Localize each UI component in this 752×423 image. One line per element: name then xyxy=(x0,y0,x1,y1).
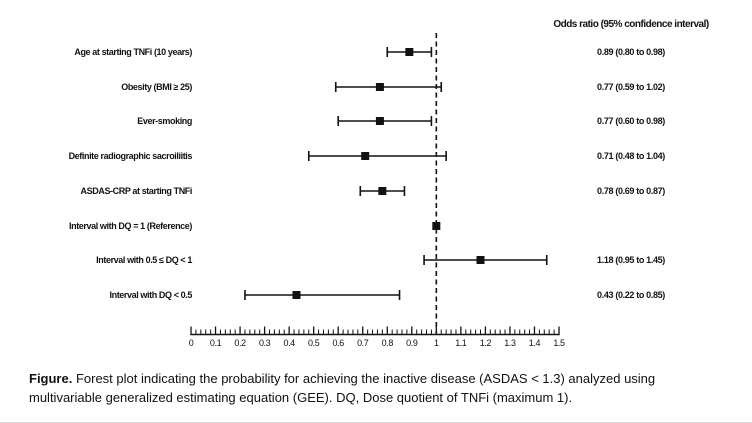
x-axis-tick-label: 0.2 xyxy=(234,338,246,348)
figure-caption-label: Figure. xyxy=(29,371,73,386)
point-estimate-square xyxy=(405,48,413,56)
figure-caption-text: Forest plot indicating the probability for achieving the inactive disease (ASDAS < 1.3) analyzed using multivariable generalized estimating equation (GEE). DQ, Dose quotient of TNFi (maximum 1). xyxy=(29,371,656,405)
row-label: Interval with 0.5 ≤ DQ < 1 xyxy=(96,255,192,265)
or-value: 0.78 (0.69 to 0.87) xyxy=(597,186,665,196)
x-axis-tick-label: 0.1 xyxy=(209,338,222,348)
x-axis-tick-label: 0.7 xyxy=(357,338,369,348)
row-label: Obesity (BMI ≥ 25) xyxy=(121,82,192,92)
x-axis-tick-label: 0.6 xyxy=(332,338,344,348)
row-label: Interval with DQ < 0.5 xyxy=(109,290,192,300)
row-label: ASDAS-CRP at starting TNFi xyxy=(80,186,192,196)
x-axis-tick-label: 1.3 xyxy=(504,338,516,348)
x-axis-tick-label: 0.9 xyxy=(406,338,418,348)
x-axis-tick-label: 1.5 xyxy=(553,338,565,348)
or-value: 0.71 (0.48 to 1.04) xyxy=(597,151,665,161)
or-value: 0.89 (0.80 to 0.98) xyxy=(597,47,665,57)
point-estimate-square xyxy=(376,83,384,91)
x-axis-tick-label: 0.5 xyxy=(308,338,320,348)
x-axis-tick-label: 0 xyxy=(188,338,194,348)
point-estimate-square xyxy=(378,187,386,195)
x-axis-tick-label: 1 xyxy=(434,338,439,348)
row-label: Ever-smoking xyxy=(137,116,192,126)
row-label: Interval with DQ = 1 (Reference) xyxy=(69,221,192,231)
or-column-header: Odds ratio (95% confidence interval) xyxy=(553,19,709,30)
x-axis-tick-label: 1.2 xyxy=(479,338,492,348)
figure-caption xyxy=(29,370,721,407)
row-label: Age at starting TNFi (10 years) xyxy=(74,47,192,57)
point-estimate-square xyxy=(361,152,369,160)
x-axis-tick-label: 0.8 xyxy=(381,338,393,348)
or-value: 0.77 (0.59 to 1.02) xyxy=(597,82,665,92)
or-value: 1.18 (0.95 to 1.45) xyxy=(597,255,665,265)
or-value: 0.77 (0.60 to 0.98) xyxy=(597,116,665,126)
point-estimate-square xyxy=(292,291,300,299)
x-axis-tick-label: 1.1 xyxy=(455,338,467,348)
point-estimate-square xyxy=(432,222,440,230)
row-label: Definite radiographic sacroiliitis xyxy=(68,151,192,161)
or-value: 0.43 (0.22 to 0.85) xyxy=(597,290,665,300)
point-estimate-square xyxy=(376,117,384,125)
point-estimate-square xyxy=(476,256,484,264)
x-axis-tick-label: 1.4 xyxy=(528,338,541,348)
x-axis-tick-label: 0.3 xyxy=(258,338,271,348)
x-axis-tick-label: 0.4 xyxy=(283,338,295,348)
